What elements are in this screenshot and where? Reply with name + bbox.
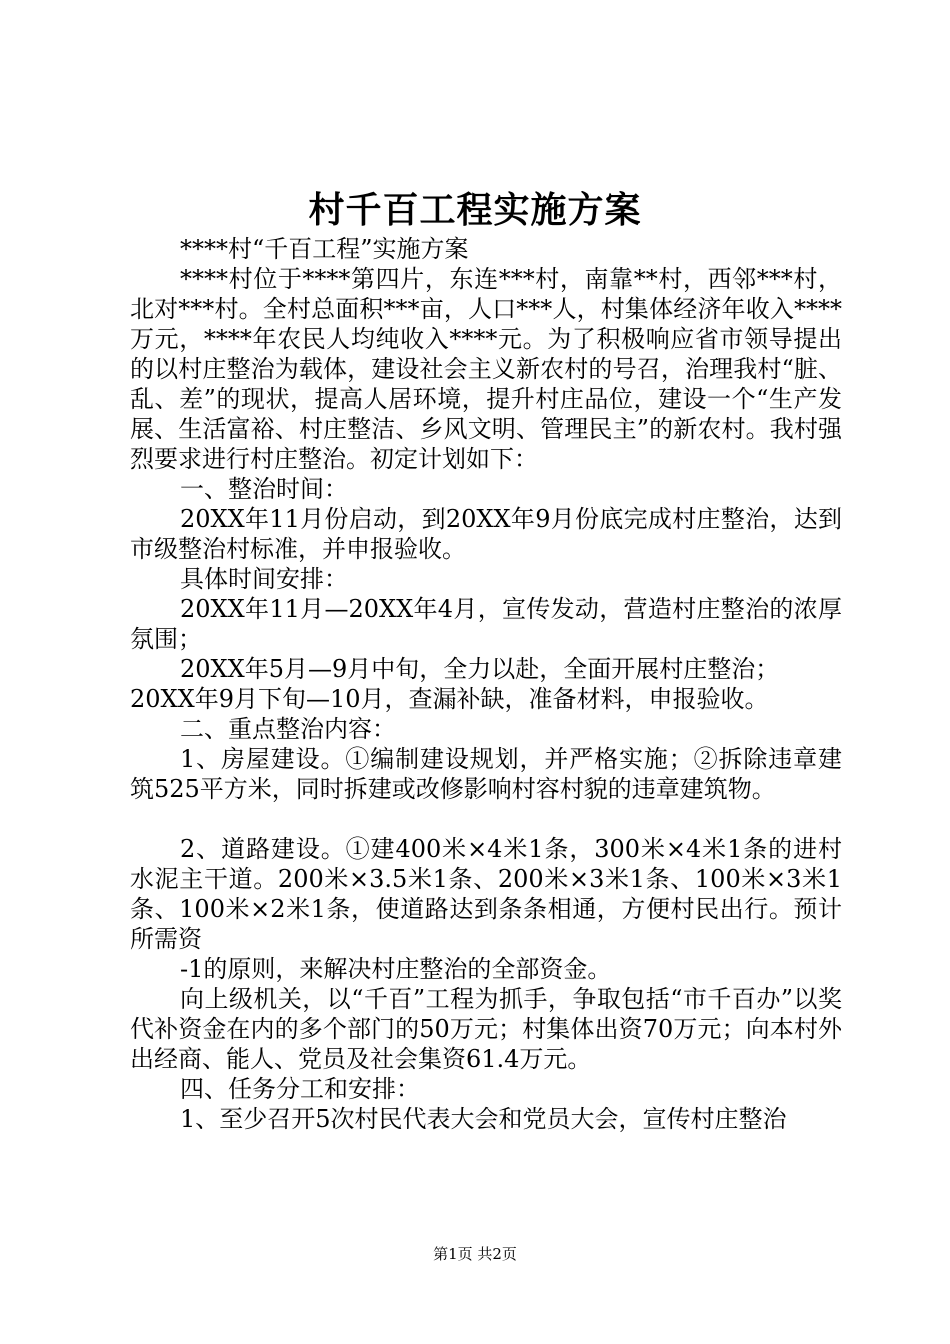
section-heading-content: 二、重点整治内容： (180, 715, 396, 743)
time-paragraph: 20XX年11月份启动，到20XX年9月份底完成村庄整治，达到市级整治村标准，并申报验收。 (130, 505, 842, 563)
funding-paragraph: 向上级机关，以“千百”工程为抓手，争取包括“市千百办”以奖代补资金在内的多个部门的50万元；村集体出资70万元；向本村外出经商、能人、党员及社会集资61.4万元。 (130, 985, 842, 1073)
paragraph-gap (130, 804, 842, 834)
document-body (130, 234, 842, 1134)
schedule-item-3: 20XX年9月下旬—10月，查漏补缺，准备材料，申报验收。 (130, 685, 769, 713)
page-footer: 第1页 共2页 (433, 1245, 517, 1263)
schedule-item-2: 20XX年5月—9月中旬，全力以赴，全面开展村庄整治； (180, 655, 780, 683)
section-heading-time: 一、整治时间： (180, 475, 348, 503)
document-title: 村千百工程实施方案 (308, 189, 642, 231)
housing-paragraph: 1、房屋建设。①编制建设规划，并严格实施；②拆除违章建筑525平方米，同时拆建或改修影响村容村貌的违章建筑物。 (130, 745, 842, 803)
section-heading-tasks: 四、任务分工和安排： (180, 1075, 420, 1103)
funding-principle-paragraph: -1的原则，来解决村庄整治的全部资金。 (180, 955, 612, 983)
schedule-item-1: 20XX年11月—20XX年4月，宣传发动，营造村庄整治的浓厚氛围； (130, 595, 842, 653)
intro-paragraph: ****村位于****第四片，东连***村，南靠**村，西邻***村，北对***村。全村总面积***亩，人口***人，村集体经济年收入****万元，****年农民人均纯收入****元。为了积极响应省市领导提出的以村庄整治为载体，建设社会主义新农村的号召，治理我村“脏、乱、差”的现状，提高人居环境，提升村庄品位，建设一个“生产发展、生活富裕、村庄整洁、乡风文明、管理民主”的新农村。我村强烈要求进行村庄整治。初定计划如下： (130, 265, 842, 473)
subtitle-paragraph: ****村“千百工程”实施方案 (180, 235, 469, 263)
tasks-paragraph: 1、至少召开5次村民代表大会和党员大会，宣传村庄整治 (180, 1105, 787, 1133)
schedule-heading: 具体时间安排： (180, 565, 348, 593)
road-paragraph: 2、道路建设。①建400米×4米1条，300米×4米1条的进村水泥主干道。200米×3.5米1条、200米×3米1条、100米×3米1条、100米×2米1条，使道路达到条条相通，方便村民出行。预计所需资 (130, 835, 842, 953)
